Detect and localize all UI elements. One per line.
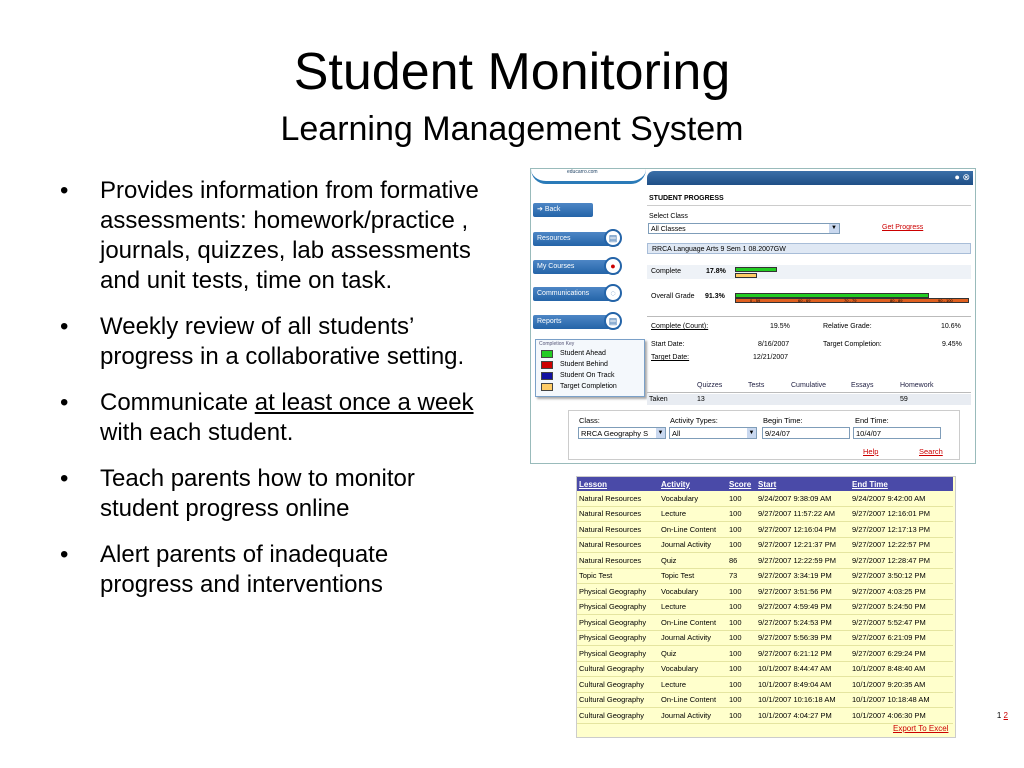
column-header: Quizzes xyxy=(697,382,723,389)
table-cell: Natural Resources xyxy=(577,506,659,522)
column-header-score[interactable]: Score xyxy=(727,477,756,491)
back-arrow-icon: ➔ xyxy=(537,206,545,213)
table-cell: 9/27/2007 12:21:37 PM xyxy=(756,537,850,553)
table-cell: 100 xyxy=(727,522,756,538)
table-cell: Topic Test xyxy=(659,568,727,584)
table-cell: 100 xyxy=(727,615,756,631)
table-cell: Vocabulary xyxy=(659,491,727,506)
table-cell: 100 xyxy=(727,692,756,708)
table-cell: Quiz xyxy=(659,646,727,662)
table-row xyxy=(577,599,953,615)
column-header-activity[interactable]: Activity xyxy=(659,477,727,491)
get-progress-link[interactable]: Get Progress xyxy=(882,224,924,231)
table-cell: 9/27/2007 4:59:49 PM xyxy=(756,599,850,615)
table-cell: 9/27/2007 11:57:22 AM xyxy=(756,506,850,522)
table-row xyxy=(577,630,953,646)
table-cell: Cultural Geography xyxy=(577,677,659,693)
class-label: Class: xyxy=(579,416,600,425)
key-item: Student On Track xyxy=(536,370,644,381)
bullet-item xyxy=(58,464,488,524)
key-swatch xyxy=(541,383,553,391)
help-link[interactable]: Help xyxy=(863,447,879,456)
table-cell: 9/27/2007 12:17:13 PM xyxy=(850,522,953,538)
table-cell: Journal Activity xyxy=(659,630,727,646)
sidebar-item-reports[interactable]: Reports ▤ xyxy=(533,315,619,329)
table-cell: 100 xyxy=(727,646,756,662)
grade-scale xyxy=(735,298,969,303)
minimize-icon[interactable]: ● xyxy=(954,172,960,182)
table-row xyxy=(577,646,953,662)
table-row xyxy=(577,708,953,724)
table-cell: Physical Geography xyxy=(577,630,659,646)
table-row xyxy=(577,553,953,569)
key-swatch xyxy=(541,372,553,380)
results-body xyxy=(577,491,953,723)
table-cell: Physical Geography xyxy=(577,615,659,631)
chevron-down-icon[interactable]: ▼ xyxy=(829,224,839,233)
table-cell: 9/27/2007 5:56:39 PM xyxy=(756,630,850,646)
bullet-icon: • xyxy=(60,177,69,204)
table-cell: 10/1/2007 8:49:04 AM xyxy=(756,677,850,693)
table-cell: 100 xyxy=(727,630,756,646)
target-date-value: 12/21/2007 xyxy=(753,354,789,361)
completion-key-title: Completion Key xyxy=(539,341,575,347)
select-class-label: Select Class xyxy=(649,213,688,220)
table-cell: On-Line Content xyxy=(659,615,727,631)
relative-grade-label: Relative Grade: xyxy=(823,323,872,330)
table-cell: Cultural Geography xyxy=(577,692,659,708)
lms-header-bar xyxy=(647,171,973,185)
bullet-text: Communicate xyxy=(100,389,255,416)
bullet-emphasis: at least once a week xyxy=(254,389,474,416)
activity-types-label: Activity Types: xyxy=(670,416,718,425)
report-icon: ▤ xyxy=(604,312,622,330)
table-cell: Natural Resources xyxy=(577,491,659,506)
start-date-label: Start Date: xyxy=(651,341,685,348)
column-header-lesson[interactable]: Lesson xyxy=(577,477,659,491)
table-cell: 100 xyxy=(727,661,756,677)
sidebar-item-my-courses[interactable]: My Courses ● xyxy=(533,260,619,274)
table-cell: 100 xyxy=(727,677,756,693)
table-cell: Natural Resources xyxy=(577,537,659,553)
begin-time-input[interactable]: 9/24/07 xyxy=(762,427,850,439)
window-controls xyxy=(955,172,971,183)
divider xyxy=(647,316,971,317)
bullet-item xyxy=(58,540,488,600)
table-cell: On-Line Content xyxy=(659,522,727,538)
bullet-icon: • xyxy=(60,389,69,416)
table-cell: Topic Test xyxy=(577,568,659,584)
table-cell: 9/27/2007 5:24:53 PM xyxy=(756,615,850,631)
key-swatch xyxy=(541,350,553,358)
end-time-label: End Time: xyxy=(855,416,889,425)
divider xyxy=(647,205,971,206)
activity-results xyxy=(576,476,956,738)
table-cell: Journal Activity xyxy=(659,708,727,724)
table-cell: 100 xyxy=(727,537,756,553)
complete-row xyxy=(647,265,971,279)
table-cell: 9/27/2007 12:22:59 PM xyxy=(756,553,850,569)
table-cell: 10/1/2007 8:48:40 AM xyxy=(850,661,953,677)
table-row xyxy=(577,568,953,584)
bullet-item xyxy=(58,312,488,372)
close-icon[interactable]: ⊗ xyxy=(962,172,970,182)
scale-label: 80 - 89 xyxy=(890,298,903,303)
table-cell: 9/27/2007 5:24:50 PM xyxy=(850,599,953,615)
key-item: Student Behind xyxy=(536,359,644,370)
taken-value: 59 xyxy=(900,396,908,403)
column-header-end-time[interactable]: End Time xyxy=(850,477,953,491)
table-cell: 73 xyxy=(727,568,756,584)
results-table xyxy=(577,477,953,724)
export-to-excel-link[interactable]: Export To Excel xyxy=(893,724,949,733)
table-cell: 100 xyxy=(727,708,756,724)
lms-logo-text: educarro.com xyxy=(567,169,598,175)
table-cell: Physical Geography xyxy=(577,599,659,615)
table-cell: Journal Activity xyxy=(659,537,727,553)
back-button[interactable]: ➔ Back xyxy=(533,203,593,217)
overall-grade-label: Overall Grade xyxy=(651,293,695,300)
target-completion-bar xyxy=(735,273,757,278)
key-item: Student Ahead xyxy=(536,348,644,359)
bullet-text: Provides information from formative assessments: homework/practice , journals, quizzes, lab assessments and unit tests, time on task. xyxy=(100,177,479,294)
scale-label: 0 - 59 xyxy=(750,298,761,303)
complete-count-value: 19.5% xyxy=(770,323,790,330)
bullet-list xyxy=(58,176,488,616)
table-cell: 9/27/2007 3:34:19 PM xyxy=(756,568,850,584)
table-cell: 9/27/2007 6:21:09 PM xyxy=(850,630,953,646)
table-cell: 9/24/2007 9:38:09 AM xyxy=(756,491,850,506)
table-row xyxy=(577,661,953,677)
table-cell: 100 xyxy=(727,491,756,506)
table-cell: 9/24/2007 9:42:00 AM xyxy=(850,491,953,506)
table-cell: Lecture xyxy=(659,599,727,615)
table-cell: Lecture xyxy=(659,506,727,522)
table-cell: 10/1/2007 10:16:18 AM xyxy=(756,692,850,708)
activity-count-header xyxy=(647,382,971,393)
target-date-label: Target Date: xyxy=(651,354,690,361)
taken-value: 13 xyxy=(697,396,705,403)
table-row xyxy=(577,537,953,553)
table-cell: 9/27/2007 12:16:01 PM xyxy=(850,506,953,522)
apple-icon: ● xyxy=(604,257,622,275)
book-icon: ▤ xyxy=(604,229,622,247)
table-cell: 9/27/2007 12:28:47 PM xyxy=(850,553,953,569)
table-cell: 9/27/2007 6:21:12 PM xyxy=(756,646,850,662)
table-cell: 9/27/2007 3:50:12 PM xyxy=(850,568,953,584)
scale-label: 60 - 69 xyxy=(798,298,811,303)
table-cell: Vocabulary xyxy=(659,661,727,677)
begin-time-label: Begin Time: xyxy=(763,416,803,425)
page-2-link[interactable]: 2 xyxy=(1003,711,1008,720)
complete-bar xyxy=(735,267,777,272)
activity-search-panel xyxy=(568,410,960,460)
sidebar-item-resources[interactable]: Resources ▤ xyxy=(533,232,619,246)
target-completion-label: Target Completion: xyxy=(823,341,882,348)
bullet-icon: • xyxy=(60,541,69,568)
table-cell: Cultural Geography xyxy=(577,661,659,677)
table-cell: 9/27/2007 3:51:56 PM xyxy=(756,584,850,600)
speech-bubble-icon: ◌ xyxy=(604,284,622,302)
table-cell: Natural Resources xyxy=(577,522,659,538)
table-cell: 10/1/2007 4:06:30 PM xyxy=(850,708,953,724)
table-cell: 9/27/2007 12:16:04 PM xyxy=(756,522,850,538)
slide-subtitle: Learning Management System xyxy=(280,110,744,148)
column-header: Tests xyxy=(748,382,765,389)
column-header-start[interactable]: Start xyxy=(756,477,850,491)
pagination xyxy=(997,711,1008,720)
key-swatch xyxy=(541,361,553,369)
page-1[interactable]: 1 xyxy=(996,711,1002,720)
table-row xyxy=(577,615,953,631)
column-header: Essays xyxy=(851,382,874,389)
table-cell: 10/1/2007 9:20:35 AM xyxy=(850,677,953,693)
select-class-dropdown[interactable]: All Classes ▼ xyxy=(648,223,840,234)
table-cell: 100 xyxy=(727,599,756,615)
complete-label: Complete xyxy=(651,268,681,275)
bullet-text: Teach parents how to monitor student progress online xyxy=(100,465,415,522)
search-link[interactable]: Search xyxy=(919,447,943,456)
table-cell: Cultural Geography xyxy=(577,708,659,724)
bullet-item xyxy=(58,388,488,448)
table-header-row xyxy=(577,477,953,491)
chevron-down-icon[interactable]: ▼ xyxy=(748,430,755,436)
table-cell: 86 xyxy=(727,553,756,569)
target-completion-value: 9.45% xyxy=(942,341,962,348)
table-row xyxy=(577,522,953,538)
table-row xyxy=(577,677,953,693)
table-cell: 10/1/2007 8:44:47 AM xyxy=(756,661,850,677)
key-item: Target Completion xyxy=(536,381,644,392)
table-cell: On-Line Content xyxy=(659,692,727,708)
table-cell: Natural Resources xyxy=(577,553,659,569)
scale-label: 90 - 100 xyxy=(938,298,953,303)
table-cell: Physical Geography xyxy=(577,646,659,662)
column-header: Cumulative xyxy=(791,382,827,389)
table-cell: 100 xyxy=(727,584,756,600)
table-cell: 10/1/2007 10:18:48 AM xyxy=(850,692,953,708)
start-date-value: 8/16/2007 xyxy=(758,341,790,348)
slide-title: Student Monitoring xyxy=(293,43,731,101)
student-progress-title: STUDENT PROGRESS xyxy=(649,195,724,202)
chevron-down-icon[interactable]: ▼ xyxy=(657,430,664,436)
sidebar-item-communications[interactable]: Communications ◌ xyxy=(533,287,619,301)
table-cell: 9/27/2007 12:22:57 PM xyxy=(850,537,953,553)
course-title-bar: RRCA Language Arts 9 Sem 1 08.2007GW xyxy=(647,243,971,254)
complete-value: 17.8% xyxy=(706,268,726,275)
complete-count-label: Complete (Count): xyxy=(651,323,709,330)
column-header: Homework xyxy=(900,382,934,389)
table-row xyxy=(577,692,953,708)
class-select[interactable]: RRCA Geography S ▼ xyxy=(578,427,666,439)
taken-row xyxy=(647,394,971,405)
table-cell: 9/27/2007 6:29:24 PM xyxy=(850,646,953,662)
table-cell: 9/27/2007 4:03:25 PM xyxy=(850,584,953,600)
bullet-icon: • xyxy=(60,465,69,492)
table-cell: Lecture xyxy=(659,677,727,693)
overall-grade-value: 91.3% xyxy=(705,293,725,300)
completion-key xyxy=(535,339,645,397)
end-time-input[interactable]: 10/4/07 xyxy=(853,427,941,439)
table-cell: 100 xyxy=(727,506,756,522)
bullet-icon: • xyxy=(60,313,69,340)
table-row xyxy=(577,584,953,600)
relative-grade-value: 10.6% xyxy=(941,323,961,330)
table-cell: Vocabulary xyxy=(659,584,727,600)
table-cell: Physical Geography xyxy=(577,584,659,600)
activity-types-select[interactable]: All ▼ xyxy=(669,427,757,439)
bullet-item xyxy=(58,176,488,296)
taken-label: Taken xyxy=(649,396,668,403)
scale-label: 70 - 79 xyxy=(844,298,857,303)
table-cell: 10/1/2007 4:04:27 PM xyxy=(756,708,850,724)
table-cell: 9/27/2007 5:52:47 PM xyxy=(850,615,953,631)
table-row xyxy=(577,506,953,522)
bullet-text: with each student. xyxy=(100,419,294,446)
bullet-text: Alert parents of inadequate progress and interventions xyxy=(100,541,389,598)
bullet-text: Weekly review of all students’ progress in a collaborative setting. xyxy=(100,313,465,370)
table-cell: Quiz xyxy=(659,553,727,569)
table-row xyxy=(577,491,953,506)
